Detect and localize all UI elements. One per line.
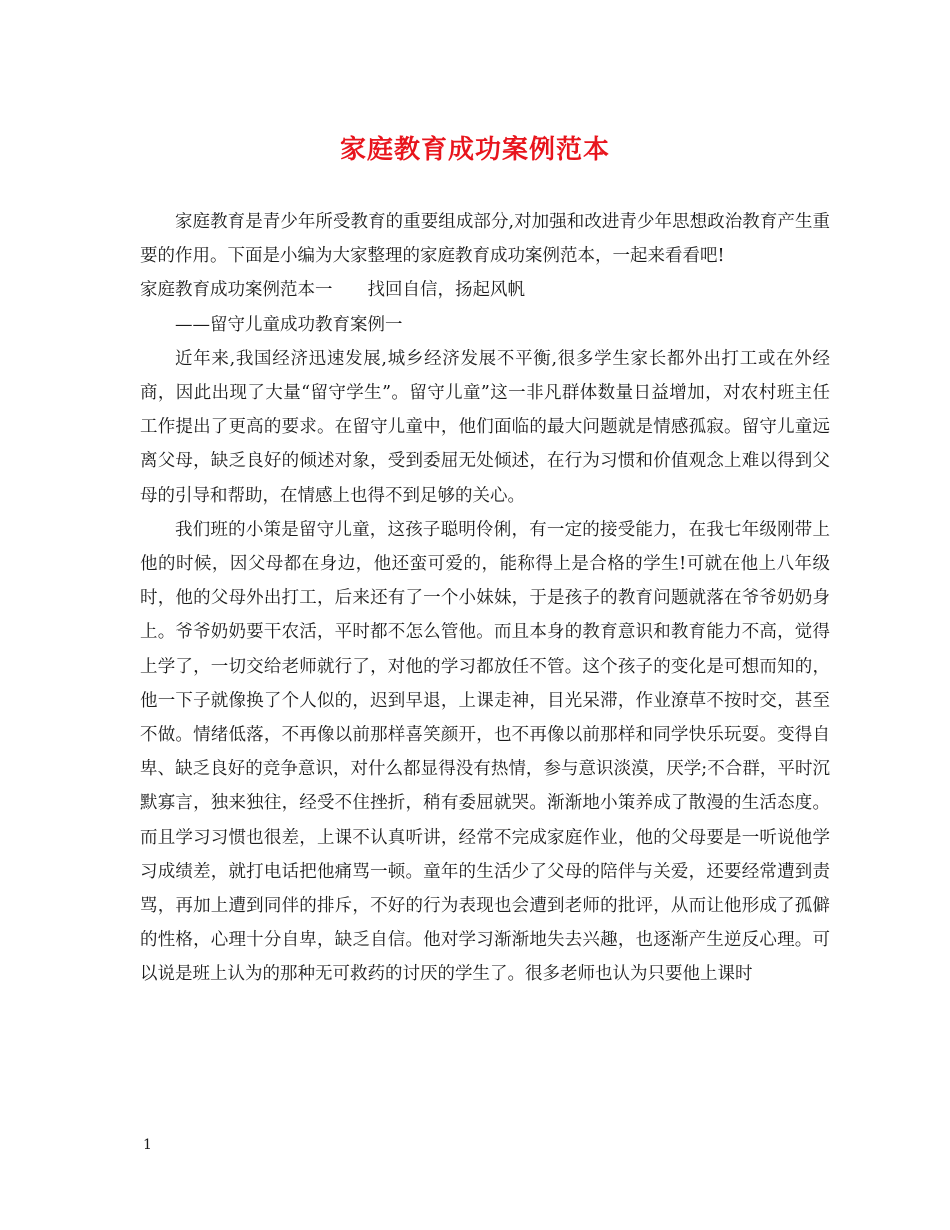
document-body <box>140 205 830 992</box>
body-paragraph: 我们班的小策是留守儿童，这孩子聪明伶俐，有一定的接受能力，在我七年级刚带上他的时候，因父母都在身边，他还蛮可爱的，能称得上是合格的学生!可就在他上八年级时，他的父母外出打工，后来还有了一个小妹妹，于是孩子的教育问题就落在爷爷奶奶身上。爷爷奶奶要干农活，平时都不怎么管他。而且本身的教育意识和教育能力不高，觉得上学了，一切交给老师就行了，对他的学习都放任不管。这个孩子的变化是可想而知的，他一下子就像换了个人似的，迟到早退，上课走神，目光呆滞，作业潦草不按时交，甚至不做。情绪低落，不再像以前那样喜笑颜开，也不再像以前那样和同学快乐玩耍。变得自卑、缺乏良好的竞争意识，对什么都显得没有热情，参与意识淡漠，厌学;不合群，平时沉默寡言，独来独往，经受不住挫折，稍有委屈就哭。渐渐地小策养成了散漫的生活态度。而且学习习惯也很差，上课不认真听讲，经常不完成家庭作业，他的父母要是一听说他学习成绩差，就打电话把他痛骂一顿。童年的生活少了父母的陪伴与关爱，还要经常遭到责骂，再加上遭到同伴的排斥，不好的行为表现也会遭到老师的批评，从而让他形成了孤僻的性格，心理十分自卑，缺乏自信。他对学习渐渐地失去兴趣，也逐渐产生逆反心理。可以说是班上认为的那种无可救药的讨厌的学生了。很多老师也认为只要他上课时 <box>140 519 830 985</box>
section-subtitle: ——留守儿童成功教育案例一 <box>175 314 403 335</box>
document-title: 家庭教育成功案例范本 <box>339 135 610 165</box>
section-heading: 家庭教育成功案例范本一 找回自信，扬起风帆 <box>140 280 525 301</box>
body-paragraph: 近年来,我国经济迅速发展,城乡经济发展不平衡,很多学生家长都外出打工或在外经商，因此出现了大量“留守学生”。留守儿童”这一非凡群体数量日益增加，对农村班主任工作提出了更高的要求。在留守儿童中，他们面临的最大问题就是情感孤寂。留守儿童远离父母，缺乏良好的倾述对象，受到委屈无处倾述，在行为习惯和价值观念上难以得到父母的引导和帮助，在情感上也得不到足够的关心。 <box>140 348 830 506</box>
intro-paragraph: 家庭教育是青少年所受教育的重要组成部分,对加强和改进青少年思想政治教育产生重要的作用。下面是小编为大家整理的家庭教育成功案例范本，一起来看看吧! <box>140 212 830 267</box>
page-number: 1 <box>143 1137 152 1153</box>
